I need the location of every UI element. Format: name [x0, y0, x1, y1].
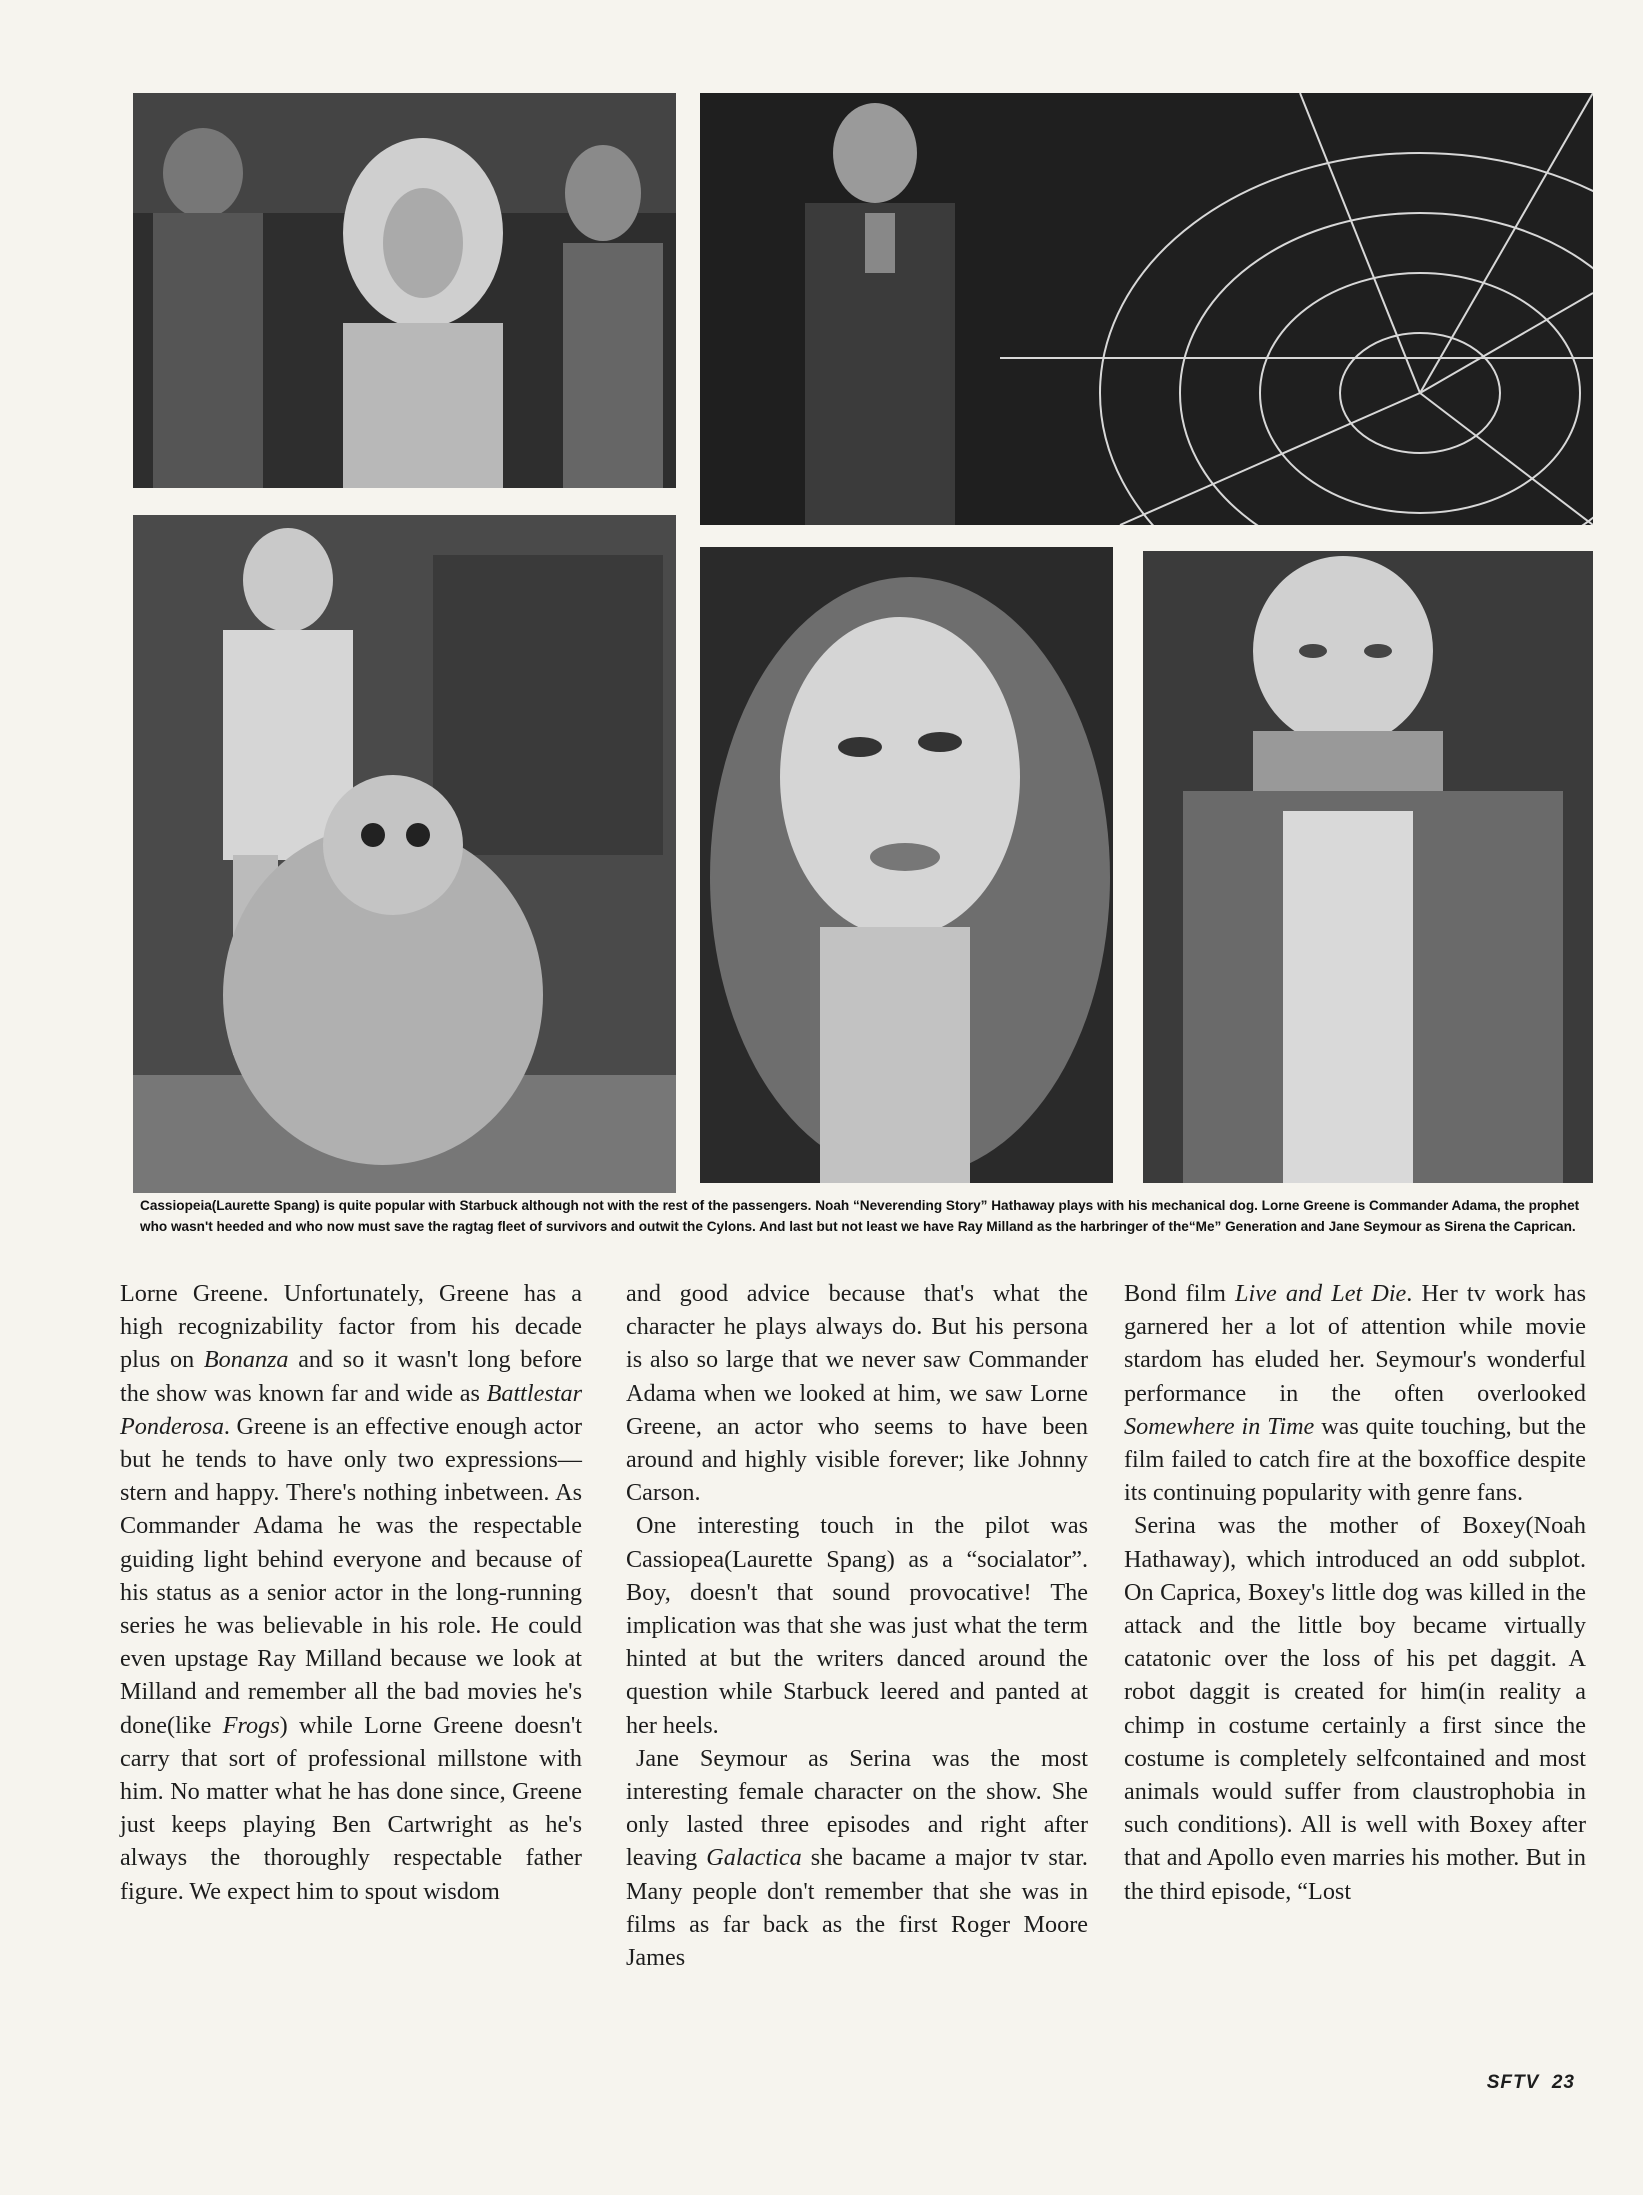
article-paragraph: Serina was the mother of Boxey(Noah Hathaway), which introduced an odd subplot. On Caprica, Boxey's little dog was killed in the attack and the little boy became virtually catatonic over the loss of his pet daggit. A robot daggit is created for him(in reality a chimp in costume certainly a first since the costume is completely selfcontained and most animals would suffer from claustrophobia in such conditions). All is well with Boxey after that and Apollo even marries his mother. But in the third episode, “Lost: [1124, 1512, 1586, 1905]
photo-prophet-star-map: [700, 93, 1593, 525]
photo-ray-milland: [1143, 551, 1593, 1183]
italic-title: Galactica: [706, 1844, 802, 1872]
article-paragraph: Jane Seymour as Serina was the most interesting female character on the show. She only lasted three episodes and right after leaving Galactica she bacame a major tv star. Many people don't remember that she was in films as far back as the first Roger Moore James: [626, 1744, 1088, 1972]
italic-title: Frogs: [222, 1711, 280, 1739]
page-number: 23: [1551, 2072, 1575, 2093]
italic-title: Bonanza: [203, 1346, 289, 1374]
article-column-3: [1124, 1277, 1586, 1908]
italic-title: Battlestar Ponderosa: [120, 1379, 582, 1440]
photo-boxey-daggit: [133, 515, 676, 1193]
photo-cassiopea-starbuck: [133, 93, 676, 488]
italic-title: Live and Let Die: [1235, 1280, 1407, 1307]
italic-title: Somewhere in Time: [1124, 1412, 1315, 1440]
article-column-1: [120, 1277, 582, 1908]
photo-serina-portrait: [700, 547, 1113, 1183]
article-paragraph: Lorne Greene. Unfortunately, Greene has a high recognizability factor from his decade plus on Bonanza and so it wasn't long before the show was known far and wide as Battlestar Ponderosa. Greene is an effective enough actor but he tends to have only two expressions—stern and happy. There's nothing inbetween. As Commander Adama he was the respectable guiding light behind everyone and because of his status as a senior actor in the long-running series he was believable in his role. He could even upstage Ray Milland because we look at Milland and remember all the bad movies he's done(like Frogs) while Lorne Greene doesn't carry that sort of professional millstone with him. No matter what he has done since, Greene just keeps playing Ben Cartwright as he's always the thoroughly respectable father figure. We expect him to spout wisdom: [120, 1280, 583, 1905]
article-paragraph: and good advice because that's what the character he plays always do. But his persona is also so large that we never saw Commander Adama when we looked at him, we saw Lorne Greene, an actor who seems to have been around and highly visible forever; like Johnny Carson.: [626, 1280, 1088, 1507]
article-column-2: [626, 1277, 1088, 1974]
article-paragraph: One interesting touch in the pilot was Cassiopea(Laurette Spang) as a “socialator”. Boy, doesn't that sound provocative! The implication was that she was just what the term hinted at but the writers danced around the question while Starbuck leered and panted at her heels.: [626, 1512, 1088, 1739]
article-paragraph: Bond film Live and Let Die. Her tv work has garnered her a lot of attention while movie stardom has eluded her. Seymour's wonderful performance in the often overlooked Somewhere in Time was quite touching, but the film failed to catch fire at the boxoffice despite its continuing popularity with genre fans.: [1124, 1280, 1586, 1507]
magazine-name: SFTV: [1486, 2072, 1540, 2093]
page-folio: [1487, 2072, 1575, 2094]
photo-caption: Cassiopeia(Laurette Spang) is quite popular with Starbuck although not with the rest of the passengers. Noah “Neverending Story” Hathaway plays with his mechanical dog. Lorne Greene is Commander Adama, the prophet who wasn't heeded and who now must save the ragtag fleet of survivors and outwit the Cylons. And last but not least we have Ray Milland as the harbringer of the“Me” Generation and Jane Seymour as Sirena the Caprican.: [140, 1198, 1580, 1234]
